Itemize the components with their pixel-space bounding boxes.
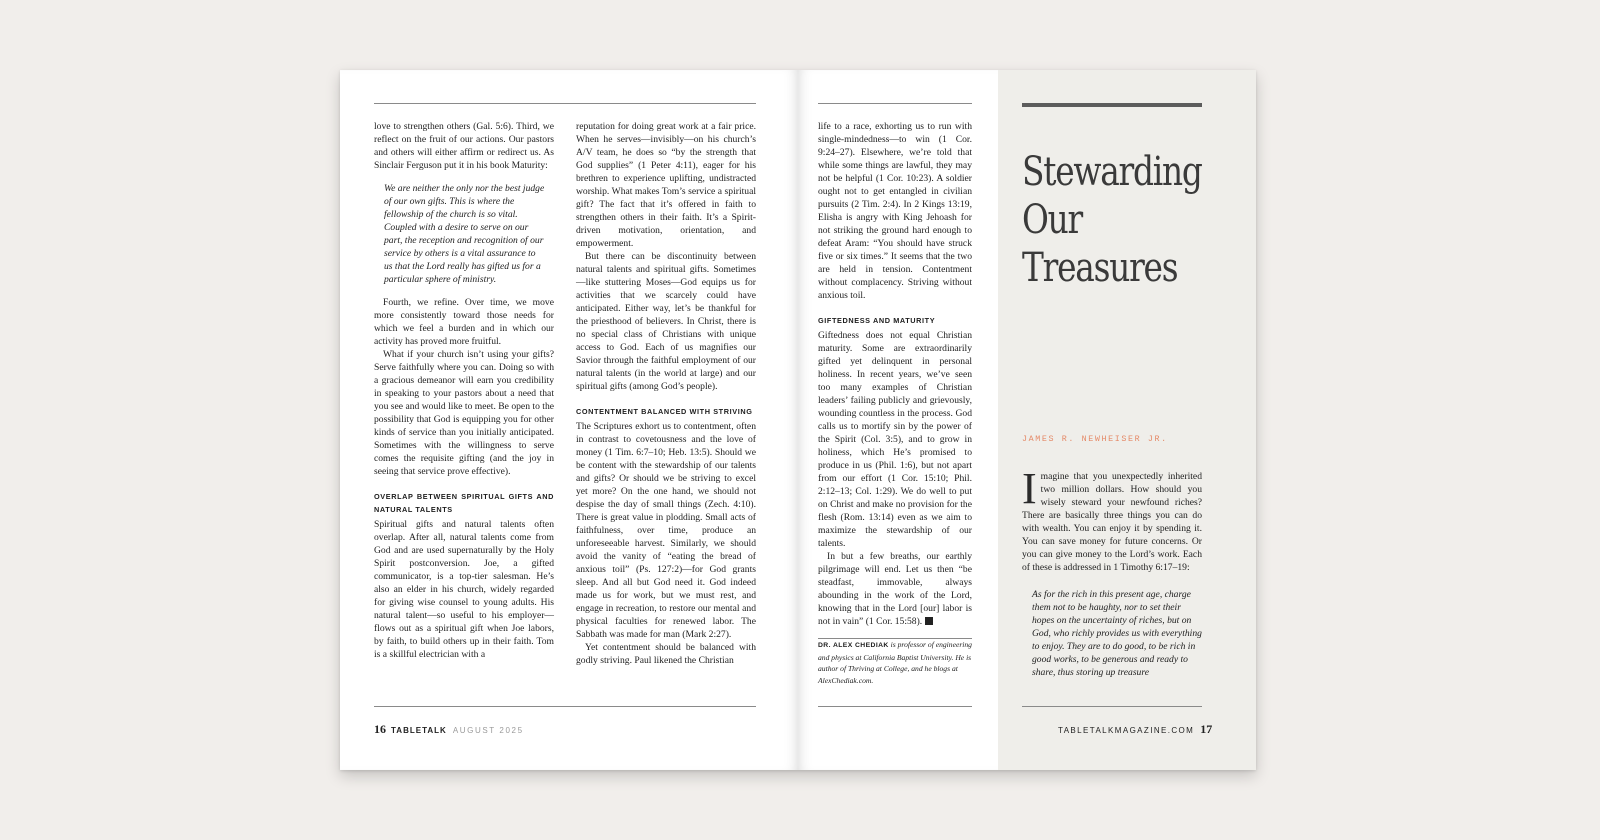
- section-heading: CONTENTMENT BALANCED WITH STRIVING: [576, 407, 753, 416]
- left-folio: [374, 722, 524, 737]
- section-heading: GIFTEDNESS AND MATURITY: [818, 316, 936, 325]
- paragraph: Giftedness does not equal Christian maturity. Some are extraordinarily gifted yet delinquent in personal holiness. In recent years, we’ve seen too many examples of Christian leaders’ failing publicly and grievously, wounding countless in the process. God calls us to mortify sin by the power of the Spirit (Col. 3:5), and to grow in holiness, which He’s promised to produce in us (Phil. 1:6), but not apart from our effort (1 Cor. 15:10; Phil. 2:12–13; Col. 1:29). We do well to put on Christ and make no provision for the flesh (Rom. 13:14) even as we aim to maximize the stewardship of our talents.: [818, 330, 972, 549]
- top-rule: [374, 103, 756, 104]
- article-author: JAMES R. NEWHEISER JR.: [1022, 434, 1168, 444]
- paragraph: Yet contentment should be balanced with godly striving. Paul likened the Christian: [576, 642, 756, 666]
- bio-rule: [818, 638, 972, 639]
- left-page: [340, 70, 798, 770]
- right-column: [818, 120, 972, 686]
- feature-panel: [998, 70, 1256, 770]
- section-heading: OVERLAP BETWEEN SPIRITUAL GIFTS AND NATURAL TALENTS: [374, 492, 554, 514]
- issue-date: AUGUST 2025: [452, 726, 524, 735]
- bio-name: DR. ALEX CHEDIAK: [818, 642, 889, 649]
- page-number: 17: [1200, 722, 1213, 736]
- top-rule: [818, 103, 972, 104]
- left-column-1: [374, 120, 554, 661]
- article-intro: [1022, 464, 1202, 679]
- scripture-quote: As for the rich in this present age, charge them not to be haughty, nor to set their hopes on the uncertainty of riches, but on God, who richly provides us with everything to enjoy. They are to do good, to be rich in good works, to be generous and ready to share, thus storing up treasure: [1032, 589, 1202, 678]
- closing-text: In but a few breaths, our earthly pilgrimage will end. Let us then “be steadfast, immovable, always abounding in the work of the Lord, knowing that in the Lord [our] labor is not in vain” (1 Cor. 15:58).: [818, 551, 972, 627]
- feature-bottom-rule: [1022, 706, 1202, 707]
- bio-text: is professor of engineering and physics at California Baptist University. He is author of Thriving at College, and he blogs at AlexChediak.com.: [818, 640, 972, 685]
- paragraph: Spiritual gifts and natural talents often overlap. After all, natural talents come from God and are used supernaturally by the Holy Spirit postconversion. Joe, a gifted communicator, is a top-tier salesman. He’s also an elder in his church, widely regarded for giving wise counsel to young adults. His natural talent—so useful to his employer—flows out as a spiritual gift when Joe labors, by faith, to build others up in their faith. Tom is a skillful electrician with a: [374, 519, 554, 660]
- paragraph: What if your church isn’t using your gifts? Serve faithfully where you can. Doing so with a gracious demeanor will earn you credibility in speaking to your pastors about a need that you see and would like to meet. Be open to the possibility that God is equipping you for other kinds of service than you initially anticipated. Sometimes with the willingness to serve comes the requisite gifting (and the joy in seeing that service prove effective).: [374, 349, 554, 477]
- paragraph: reputation for doing great work at a fair price. When he serves—invisibly—on his church’s A/V team, he does so “by the strength that God supplies” (1 Peter 4:11), eager for his brethren to experience uplifting, undistracted worship. What makes Tom’s service a spiritual gift? The fact that it’s offered in faith to strengthen others in their faith. It’s a Spirit-driven motivation, orientation, and empowerment.: [576, 121, 756, 249]
- page-number: 16: [374, 722, 386, 736]
- magazine-spread: [340, 70, 1256, 770]
- paragraph: But there can be discontinuity between natural talents and spiritual gifts. Sometimes—like stuttering Moses—God equips us for activities that we scarcely could have anticipated. Either way, let’s be thankful for the priesthood of believers. In Christ, there is no special class of Christians with unique access to God. Each of us magnifies our Savior through the faithful employment of our natural talents (in the world at large) and our spiritual gifts (among God’s people).: [576, 251, 756, 392]
- feature-top-bar: [1022, 103, 1202, 107]
- paragraph: The Scriptures exhort us to contentment, often in contrast to covetousness and the love of money (1 Tim. 6:7–10; Heb. 13:5). Should we be content with the stewardship of our talents and gifts? Or should we be striving to excel yet more? On the one hand, we should not despise the day of small things (Zech. 4:10). There is great value in plodding. Small acts of faithfulness, over time, produce an unforeseeable harvest. Similarly, we should avoid the vanity of “eating the bread of anxious toil” (Ps. 127:2)—for God grants sleep. And all but God need it. God indeed made us for work, but we must rest, and engage in recreation, to restore our mental and physical faculties for renewed labor. The Sabbath was made for man (Mark 2:27).: [576, 421, 756, 640]
- paragraph: Fourth, we refine. Over time, we move more consistently toward those needs for which we feel a burden and in which our activity has proved more fruitful.: [374, 297, 554, 347]
- right-page: [798, 70, 1256, 770]
- right-folio: [1058, 722, 1212, 737]
- paragraph: love to strengthen others (Gal. 5:6). Third, we reflect on the fruit of our actions. Our pastors and others will either affirm or redirect us. As Sinclair Ferguson put it in his book Maturity:: [374, 121, 554, 171]
- left-column-2: [576, 120, 756, 667]
- paragraph: life to a race, exhorting us to run with single-mindedness—to win (1 Cor. 9:24–27). Elsewhere, we’re told that while some things are lawful, they may not be helpful (1 Cor. 10:23). A soldier ought not to get entangled in civilian pursuits (2 Tim. 2:4). In 2 Kings 13:19, Elisha is angry with King Jehoash for not striking the ground hard enough to defeat Aram: “You should have struck five or six times.” It seems that the two are held in tension. Contentment without complacency. Striving without anxious toil.: [818, 121, 972, 301]
- magazine-name: TABLETALK: [391, 726, 447, 735]
- bottom-rule: [818, 706, 972, 707]
- bottom-rule: [374, 706, 756, 707]
- drop-cap: I: [1022, 464, 1037, 513]
- article-title: Stewarding Our Treasures: [1022, 149, 1202, 291]
- intro-text: magine that you unexpectedly inherited two million dollars. How should you wisely steward your newfound riches? There are basically three things you can do with wealth. You can enjoy it by spending it. You can save money for future concerns. Or you can give money to the Lord’s work. Each of these is addressed in 1 Timothy 6:17–19:: [1022, 471, 1202, 573]
- block-quote: We are neither the only nor the best judge of our own gifts. This is where the fellowship of the church is so vital. Coupled with a desire to serve on our part, the reception and recognition of our service by others is a vital assurance to us that the Lord really has gifted us for a particular sphere of ministry.: [384, 183, 545, 285]
- author-bio: [818, 639, 972, 686]
- magazine-website: TABLETALKMAGAZINE.COM: [1058, 726, 1195, 735]
- end-mark-icon: [925, 617, 933, 625]
- paragraph: [818, 550, 972, 628]
